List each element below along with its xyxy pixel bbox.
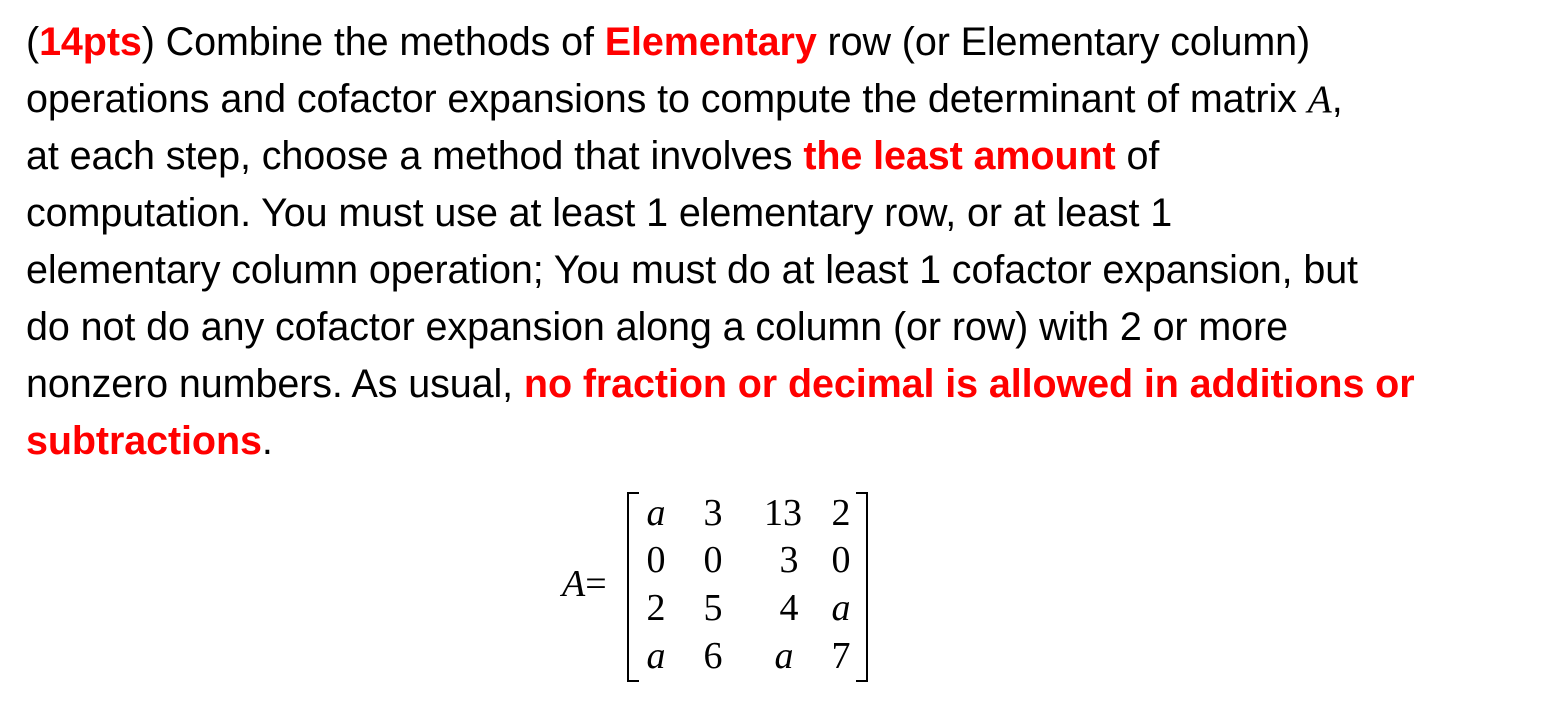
matrix-cell-r4-c4: 7 [831,635,851,677]
matrix-cell-r2-c3: 3 [779,539,799,581]
matrix-cell-r1-c4: 2 [831,492,851,534]
open-paren: ( [26,20,40,64]
problem-line-2 [26,71,1526,128]
least-amount-emphasis: the least amount [803,134,1116,178]
problem-line-3 [26,128,1526,185]
line3-text-a: at each step, choose a method that involves [26,134,804,178]
problem-line-5: elementary column operation; You must do at least 1 cofactor expansion, but [26,248,1358,292]
problem-line-1 [26,14,1526,71]
line3-text-b: of [1115,134,1160,178]
line7-text: nonzero numbers. As usual, [26,362,524,406]
problem-line-4: computation. You must use at least 1 elementary row, or at least 1 [26,191,1173,235]
matrix-cell-r3-c3: 4 [779,587,799,629]
problem-statement [26,14,1526,470]
line1-text-a: ) Combine the methods of [141,20,605,64]
matrix-cell-r4-c1: a [646,635,666,677]
matrix-cell-r1-c2: 3 [703,492,723,534]
matrix-name: A [562,563,586,605]
matrix-lhs [562,562,607,606]
matrix-equation [562,488,882,684]
subtractions-emphasis: subtractions [26,419,262,463]
line1-text-b: row (or Elementary column) [816,20,1311,64]
matrix-cell-r3-c2: 5 [703,587,723,629]
matrix-cell-r3-c4: a [831,587,851,629]
matrix-cell-r1-c3: 13 [764,492,802,534]
problem-line-7 [26,356,1526,413]
elementary-emphasis: Elementary [604,20,817,64]
points-label: 14pts [39,20,142,64]
no-fraction-emphasis: no fraction or decimal is allowed in additions or [523,362,1415,406]
matrix-cell-r4-c2: 6 [703,635,723,677]
problem-line-6: do not do any cofactor expansion along a column (or row) with 2 or more [26,305,1288,349]
line8-period: . [261,419,273,463]
equals-sign: = [585,563,607,605]
matrix-cell-r1-c1: a [646,492,666,534]
line2-text: operations and cofactor expansions to compute the determinant of matrix [26,77,1308,121]
matrix-variable: A [1307,77,1332,121]
matrix-cell-r2-c2: 0 [703,539,723,581]
problem-line-8 [26,413,1526,470]
matrix-cell-r2-c4: 0 [831,539,851,581]
line2-comma: , [1331,77,1343,121]
matrix-cell-r2-c1: 0 [646,539,666,581]
matrix-cell-r4-c3: a [774,635,794,677]
matrix-cell-r3-c1: 2 [646,587,666,629]
